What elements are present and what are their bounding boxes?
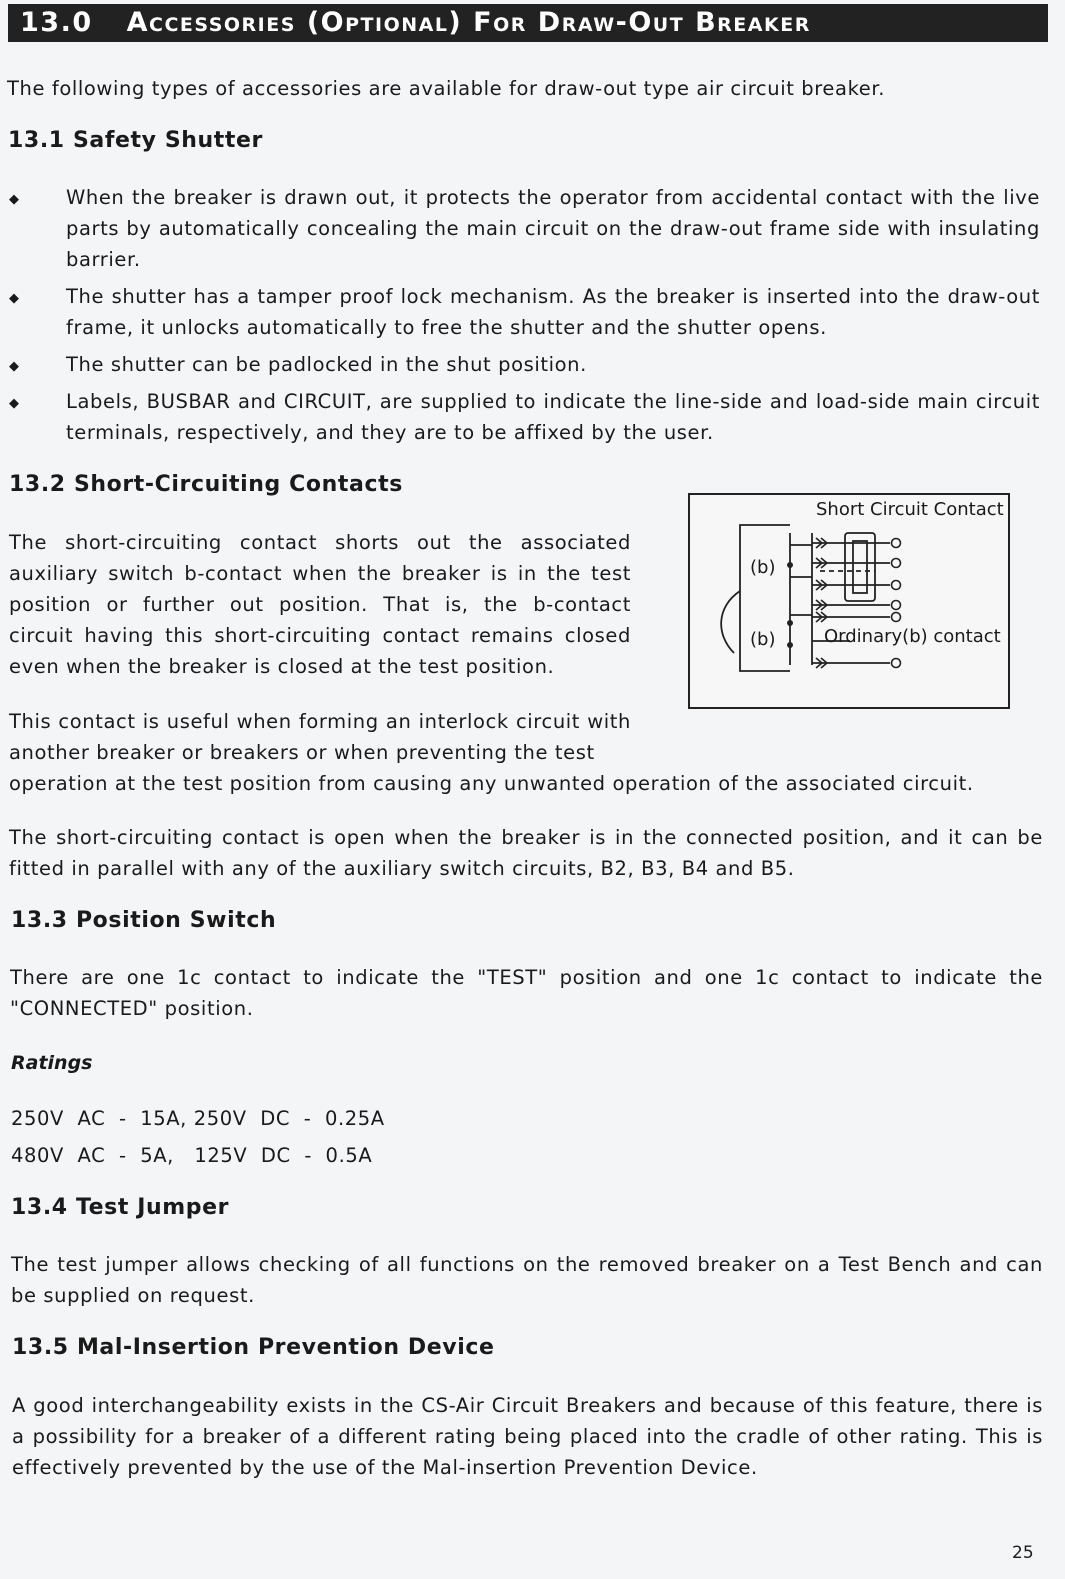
- wiring-schematic: [690, 495, 1008, 707]
- bullet-text: When the breaker is drawn out, it protects the operator from accidental contact with the live parts by automatically concealing the main circuit on the draw-out frame side with insulating barrier.: [66, 186, 1040, 271]
- bullet-marker: ◆: [9, 192, 19, 207]
- heading-test-jumper: 13.4 Test Jumper: [11, 1195, 230, 1220]
- heading-mal-insertion: 13.5 Mal-Insertion Prevention Device: [12, 1335, 495, 1360]
- short-circuit-paragraph-2b: operation at the test position from causing any unwanted operation of the associated circuit.: [9, 772, 974, 795]
- page-number: 25: [1012, 1543, 1034, 1563]
- heading-short-circuiting-contacts: 13.2 Short-Circuiting Contacts: [9, 472, 403, 497]
- short-circuit-contact-diagram: [688, 493, 1010, 709]
- short-circuit-paragraph-2a: This contact is useful when forming an interlock circuit with another breaker or breakers or when preventing the test: [9, 710, 631, 764]
- mal-insertion-text: A good interchangeability exists in the CS-Air Circuit Breakers and because of this feature, there is a possibility for a breaker of a different rating being placed into the cradle of other rating. This is effectively prevented by the use of the Mal-insertion Prevention Device.: [12, 1394, 1043, 1479]
- ratings-label: Ratings: [11, 1052, 93, 1074]
- section-banner: [8, 4, 1048, 42]
- rating-line: 250V AC - 15A, 250V DC - 0.25A: [11, 1107, 385, 1130]
- intro-text: The following types of accessories are available for draw-out type air circuit breaker.: [7, 77, 885, 100]
- heading-position-switch: 13.3 Position Switch: [11, 908, 277, 933]
- bullet-text: The shutter has a tamper proof lock mechanism. As the breaker is inserted into the draw-out frame, it unlocks automatically to free the shutter and the shutter opens.: [66, 285, 1040, 339]
- label-b-bottom: (b): [750, 629, 776, 650]
- section-number: 13.0: [20, 7, 93, 38]
- bullet-marker: ◆: [9, 359, 19, 374]
- short-circuit-paragraph-1: The short-circuiting contact shorts out the associated auxiliary switch b-contact when the breaker is in the test position or further out position. That is, the b-contact circuit having this short-circuiting contact remains closed even when the breaker is closed at the test position.: [9, 531, 631, 678]
- bullet-marker: ◆: [9, 291, 19, 306]
- bullet-marker: ◆: [9, 396, 19, 411]
- short-circuit-paragraph-3: The short-circuiting contact is open when the breaker is in the connected position, and it can be fitted in parallel with any of the auxiliary switch circuits, B2, B3, B4 and B5.: [9, 826, 1043, 880]
- bullet-text: The shutter can be padlocked in the shut position.: [66, 353, 587, 376]
- label-b-top: (b): [750, 557, 776, 578]
- heading-safety-shutter: 13.1 Safety Shutter: [8, 128, 264, 153]
- position-switch-text: There are one 1c contact to indicate the "TEST" position and one 1c contact to indicate the "CONNECTED" position.: [10, 966, 1043, 1020]
- test-jumper-text: The test jumper allows checking of all functions on the removed breaker on a Test Bench and can be supplied on request.: [11, 1253, 1043, 1307]
- label-short-circuit-contact: Short Circuit Contact: [816, 499, 1004, 520]
- rating-line: 480V AC - 5A, 125V DC - 0.5A: [11, 1144, 373, 1167]
- label-ordinary-contact: Ordinary(b) contact: [824, 626, 1001, 647]
- bullet-text: Labels, BUSBAR and CIRCUIT, are supplied to indicate the line-side and load-side main circuit terminals, respectively, and they are to be affixed by the user.: [66, 390, 1040, 444]
- section-title: Accessories (Optional) For Draw-Out Breaker: [126, 7, 811, 38]
